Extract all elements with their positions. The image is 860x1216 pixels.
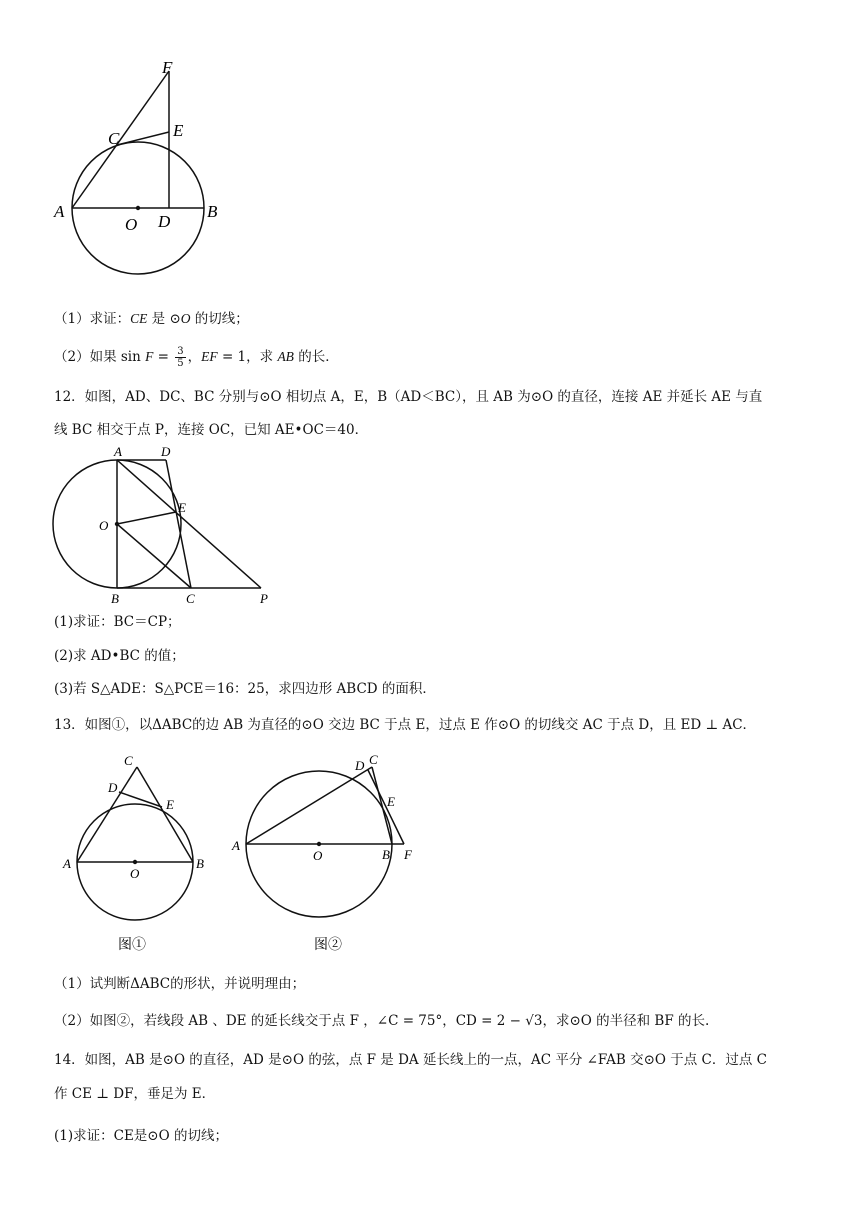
- center-point: [115, 522, 119, 526]
- fraction-denominator: 5: [177, 358, 184, 369]
- q11-part2-post: 的长．: [293, 349, 339, 365]
- fraction-numerator: 3: [177, 346, 184, 357]
- q11-part2-pre: （2）如果 sin: [54, 349, 146, 365]
- label-e: E: [173, 121, 184, 140]
- figure-q12: [45, 444, 285, 609]
- q12-line1: 12．如图，AD、DC、BC 分别与⊙O 相切点 A，E，B（AD＜BC），且 AB 为⊙O 的直径，连接 AE 并延长 AE 与直: [54, 389, 763, 405]
- q11-part1-ce: CE: [130, 311, 148, 326]
- q12-sub3: (3)若 S△ADE：S△PCE＝16：25，求四边形 ABCD 的面积．: [54, 681, 436, 697]
- center-point: [133, 860, 137, 864]
- label-c: C: [369, 752, 378, 767]
- label-o: O: [313, 848, 323, 863]
- label-d: D: [158, 212, 171, 231]
- q11-part2-eq: =: [153, 349, 174, 365]
- label-e: E: [178, 500, 186, 515]
- label-a: A: [54, 202, 65, 221]
- segment-df: [368, 770, 404, 844]
- q11-part2: [54, 346, 339, 369]
- segment-ap: [117, 460, 261, 588]
- caption-fig2: 图②: [314, 938, 342, 953]
- segment-af: [72, 71, 169, 208]
- q11-part1: [54, 310, 249, 328]
- label-p: P: [260, 591, 268, 606]
- label-o: O: [130, 866, 140, 881]
- label-e: E: [166, 797, 174, 812]
- label-b: B: [207, 202, 218, 221]
- label-b: B: [196, 856, 204, 871]
- q14-sub1: (1)求证：CE是⊙O 的切线；: [54, 1128, 228, 1144]
- figure-q11: [40, 55, 240, 280]
- label-a: A: [232, 838, 240, 853]
- label-b: B: [111, 591, 119, 606]
- q12-line2: 线 BC 相交于点 P，连接 OC，已知 AE•OC＝40．: [54, 422, 369, 438]
- label-o: O: [99, 518, 109, 533]
- segment-oe: [117, 512, 176, 524]
- segment-ac: [77, 767, 137, 862]
- q11-part2-comma: ，: [187, 349, 202, 365]
- label-f: F: [404, 847, 412, 862]
- label-o: O: [125, 215, 138, 234]
- fraction-three-fifths: [175, 346, 185, 369]
- label-b: B: [382, 847, 390, 862]
- q12-sub2: (2)求 AD•BC 的值；: [54, 648, 185, 664]
- segment-bc: [137, 767, 193, 862]
- label-d: D: [161, 444, 171, 459]
- label-c: C: [186, 591, 195, 606]
- q11-part2-f: F: [145, 349, 154, 364]
- center-point: [317, 842, 321, 846]
- figure-q13-1: [58, 750, 218, 955]
- q11-part2-ab: AB: [277, 349, 294, 364]
- caption-fig1: 图①: [118, 938, 146, 953]
- q11-part1-o: O: [180, 311, 191, 326]
- q11-part2-mid: = 1，求: [217, 349, 278, 365]
- q11-part1-mid: 是 ⊙: [147, 311, 181, 327]
- segment-ac: [246, 767, 372, 844]
- center-point: [136, 206, 140, 210]
- q13-line1: 13．如图①，以ΔABC的边 AB 为直径的⊙O 交边 BC 于点 E，过点 E 作⊙O 的切线交 AC 于点 D，且 ED ⊥ AC．: [54, 717, 757, 733]
- label-c: C: [124, 753, 133, 768]
- q14-line2: 作 CE ⊥ DF，垂足为 E．: [54, 1086, 216, 1102]
- label-c: C: [108, 129, 120, 148]
- label-f: F: [162, 58, 173, 77]
- figure-q13-2: [228, 748, 428, 956]
- q12-sub1: (1)求证：BC＝CP；: [54, 614, 181, 630]
- q11-part1-post: 的切线；: [190, 311, 249, 327]
- q13-sub2: （2）如图②，若线段 AB 、DE 的延长线交于点 F ，∠C = 75°，CD = 2 − √3，求⊙O 的半径和 BF 的长.: [54, 1013, 710, 1029]
- label-d: D: [108, 780, 118, 795]
- label-a: A: [63, 856, 71, 871]
- label-a: A: [114, 444, 122, 459]
- q13-sub1: （1）试判断ΔABC的形状，并说明理由；: [54, 976, 306, 992]
- q11-part2-ef: EF: [201, 349, 218, 364]
- label-d: D: [355, 758, 365, 773]
- label-e: E: [387, 794, 395, 809]
- q11-part1-pre: （1）求证：: [54, 311, 131, 327]
- q14-line1: 14．如图，AB 是⊙O 的直径，AD 是⊙O 的弦，点 F 是 DA 延长线上的一点，AC 平分 ∠FAB 交⊙O 于点 C．过点 C: [54, 1052, 767, 1068]
